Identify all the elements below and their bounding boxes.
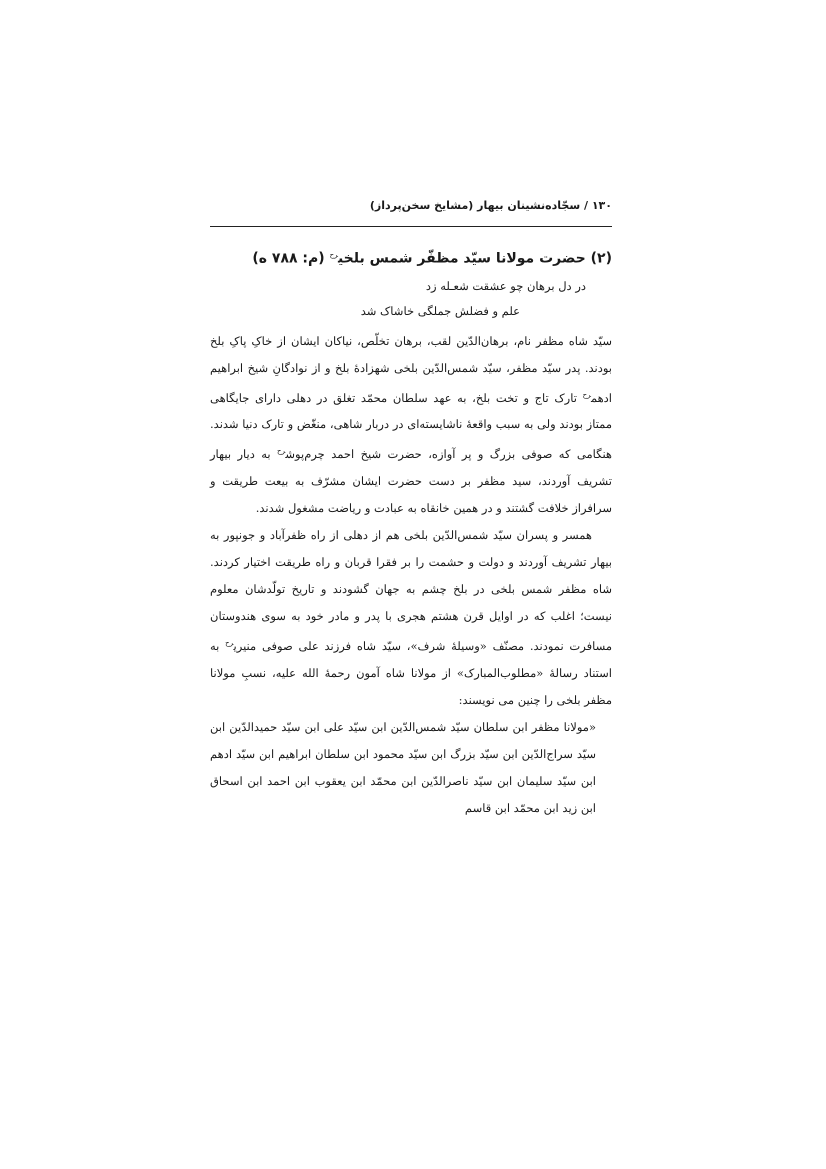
honorific-mark: رح (582, 390, 591, 399)
genealogy-quote: «مولانا مظفر ابن سلطان سیّد شمس‌الدّین ابن سیّد علی ابن سیّد حمیدالدّین ابن سیّد سراج‌الدّین ابن سیّد بزرگ ابن سیّد محمود ابن سلطان ابراهیم ابن سیّد ادهم ابن سیّد سلیمان ابن سیّد ناصرالدّین ابن محمّد ابن یعقوب ابن احمد ابن اسحاق ابن زید ابن محمّد ابن قاسم (210, 720, 596, 816)
paragraph-1-part-a: سیّد شاه مظفر نام، برهان‌الدّین لقب، برهان تخلّص، نیاکان ایشان از خاکِ پاکِ بلخ بودند. پدر سیّد مظفر، سیّد شمس‌الدّین بلخی شهزادهٔ بلخ و از نوادگانِ شیخ ابراهیم ادهم (210, 333, 612, 405)
book-page (210, 198, 612, 822)
section-title-date: (م: ۷۸۸ ه) (252, 250, 330, 267)
paragraph-2 (210, 522, 612, 714)
honorific-mark: رح (277, 447, 286, 456)
section-title (210, 245, 612, 269)
paragraph-1-part-b: تارک تاج و تخت بلخ، به عهد سلطان محمّد تغلق در دهلی دارای جایگاهی ممتاز بودند ولی به سبب واقعهٔ ناشایسته‌ای در دربار شاهی، منغّض و تارک دنیا شدند. هنگامی که صوفی بزرگ و پر آوازه، حضرت شیخ احمد چرم‌پوش (210, 390, 612, 462)
paragraph-2-part-b: به استناد رسالهٔ «مطلوب‌المبارک» از مولانا شاه آمون رحمهٔ الله علیه، نسبِ مولانا مظفر بلخی را چنین می نویسند: (210, 639, 612, 708)
honorific-mark: رح (225, 639, 234, 648)
section-title-text: (۲) حضرت مولانا سیّد مظفّر شمس بلخی (337, 250, 612, 267)
running-head: ۱۳۰ / سجّاده‌نشینان بیهار (مشایخ سخن‌پرداز) (210, 198, 612, 227)
paragraph-1-part-c: به دیار بیهار تشریف آوردند، سید مظفر بر دست حضرت ایشان مشرّف به بیعت طریقت و سرافراز خلافت گشتند و در همین خانقاه به عبادت و ریاضت مشغول شدند. (210, 447, 612, 516)
paragraph-1 (210, 328, 612, 523)
verse-line-1: در دل برهان چو عشقت شعـله زد (425, 278, 586, 293)
honorific-mark: رح (329, 251, 338, 259)
paragraph-2-part-a: همسر و پسران سیّد شمس‌الدّین بلخی هم از دهلی از راه ظفرآباد و جونپور به بیهار تشریف آوردند و دولت و حشمت را بر فقرا قربان و راه طریقت اختیار کردند. شاه مظفر شمس بلخی در بلخ چشم به جهان گشودند و تاریخ تولّدشان معلوم نیست؛ اغلب که در اوایل قرن هشتم هجری با پدر و مادر خود به سوی هندوستان مسافرت نمودند. مصنّف «وسیلهٔ شرف»، سیّد شاه فرزند علی صوفی منیری (210, 528, 613, 654)
verse-line-2: علم و فضلش جملگی خاشاک شد (360, 303, 520, 318)
